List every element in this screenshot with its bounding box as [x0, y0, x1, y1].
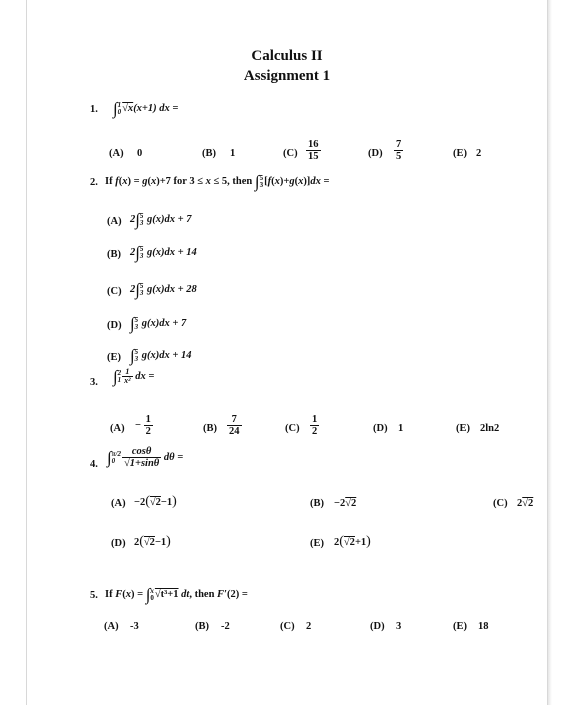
choice-value: -3: [130, 621, 139, 632]
choice-value: −2(√2−1): [134, 494, 177, 509]
choice-value-fraction: $\frac{7}{5}$: [396, 139, 402, 163]
question-stem: If f(x) = g(x)+7 for 3 ≤ x ≤ 5, then ∫ 5 3 [f(x)+g(x)]dx =: [105, 172, 330, 191]
choice-label: (E): [453, 621, 467, 632]
choice-label: (B): [310, 498, 324, 509]
choice-label: (E): [310, 538, 324, 549]
question-stem: If F(x) = ∫ x 0 √t³+1 dt, then F′(2) =: [105, 585, 248, 604]
choice-value: 2∫ 5 3 g(x)dx + 7: [130, 210, 192, 229]
choice-value: 2: [306, 621, 312, 632]
question-number: 4.: [90, 459, 98, 470]
choice-label: (A): [107, 216, 122, 227]
choice-value-fraction: $\frac{7}{24}$: [229, 414, 240, 438]
choice-value-fraction: $\frac{16}{15}$: [308, 139, 319, 163]
choice-value: 2: [476, 148, 482, 159]
question-number: 3.: [90, 377, 98, 388]
choice-value: 2(√2−1): [134, 534, 171, 549]
choice-label: (A): [111, 498, 126, 509]
question-number: 2.: [90, 177, 98, 188]
choice-label: (C): [107, 286, 122, 297]
choice-label: (C): [493, 498, 508, 509]
choice-label: (B): [203, 423, 217, 434]
choice-value: 2∫ 5 3 g(x)dx + 28: [130, 280, 197, 299]
document-title: Calculus II: [251, 48, 323, 64]
choice-label: (D): [111, 538, 126, 549]
choice-value: 0: [137, 148, 143, 159]
choice-label: (B): [107, 249, 121, 260]
choice-value: −2√2: [334, 498, 357, 509]
document-subtitle: Assignment 1: [243, 68, 331, 84]
choice-label: (E): [456, 423, 470, 434]
choice-label: (E): [107, 352, 121, 363]
choice-value: 2(√2+1): [334, 534, 371, 549]
choice-value: 2√2: [517, 498, 534, 509]
choice-label: (D): [370, 621, 385, 632]
question-stem: ∫ π/2 0 $\frac{\cos\theta}{√1+\sin\theta}$ dθ =: [107, 446, 184, 470]
choice-label: (C): [285, 423, 300, 434]
choice-label: (A): [110, 423, 125, 434]
choice-label: (C): [280, 621, 295, 632]
choice-label: (D): [373, 423, 388, 434]
choice-value-fraction: − $\frac{1}{2}$: [135, 414, 151, 438]
choice-label: (C): [283, 148, 298, 159]
choice-value: 3: [396, 621, 402, 632]
choice-value-fraction: $\frac{1}{2}$: [312, 414, 318, 438]
question-stem: ∫ 2 1 $\frac{1}{\text{x²}}$ dx =: [113, 366, 155, 386]
choice-label: (B): [202, 148, 216, 159]
choice-label: (D): [107, 320, 122, 331]
choice-value: 2ln2: [480, 423, 500, 434]
choice-value: 1: [398, 423, 404, 434]
choice-label: (A): [104, 621, 119, 632]
page-shadow: [548, 0, 552, 705]
choice-value: 18: [478, 621, 489, 632]
question-number: 1.: [90, 104, 98, 115]
choice-label: (B): [195, 621, 209, 632]
question-stem: ∫ 1 0 √x(x+1) dx =: [113, 99, 179, 118]
choice-value: ∫ 5 3 g(x)dx + 14: [130, 346, 192, 365]
question-number: 5.: [90, 590, 98, 601]
choice-label: (D): [368, 148, 383, 159]
page-border-left: [26, 0, 27, 705]
choice-value: ∫ 5 3 g(x)dx + 7: [130, 314, 187, 333]
choice-value: -2: [221, 621, 230, 632]
choice-label: (A): [109, 148, 124, 159]
choice-label: (E): [453, 148, 467, 159]
choice-value: 2∫ 5 3 g(x)dx + 14: [130, 243, 197, 262]
choice-value: 1: [230, 148, 236, 159]
